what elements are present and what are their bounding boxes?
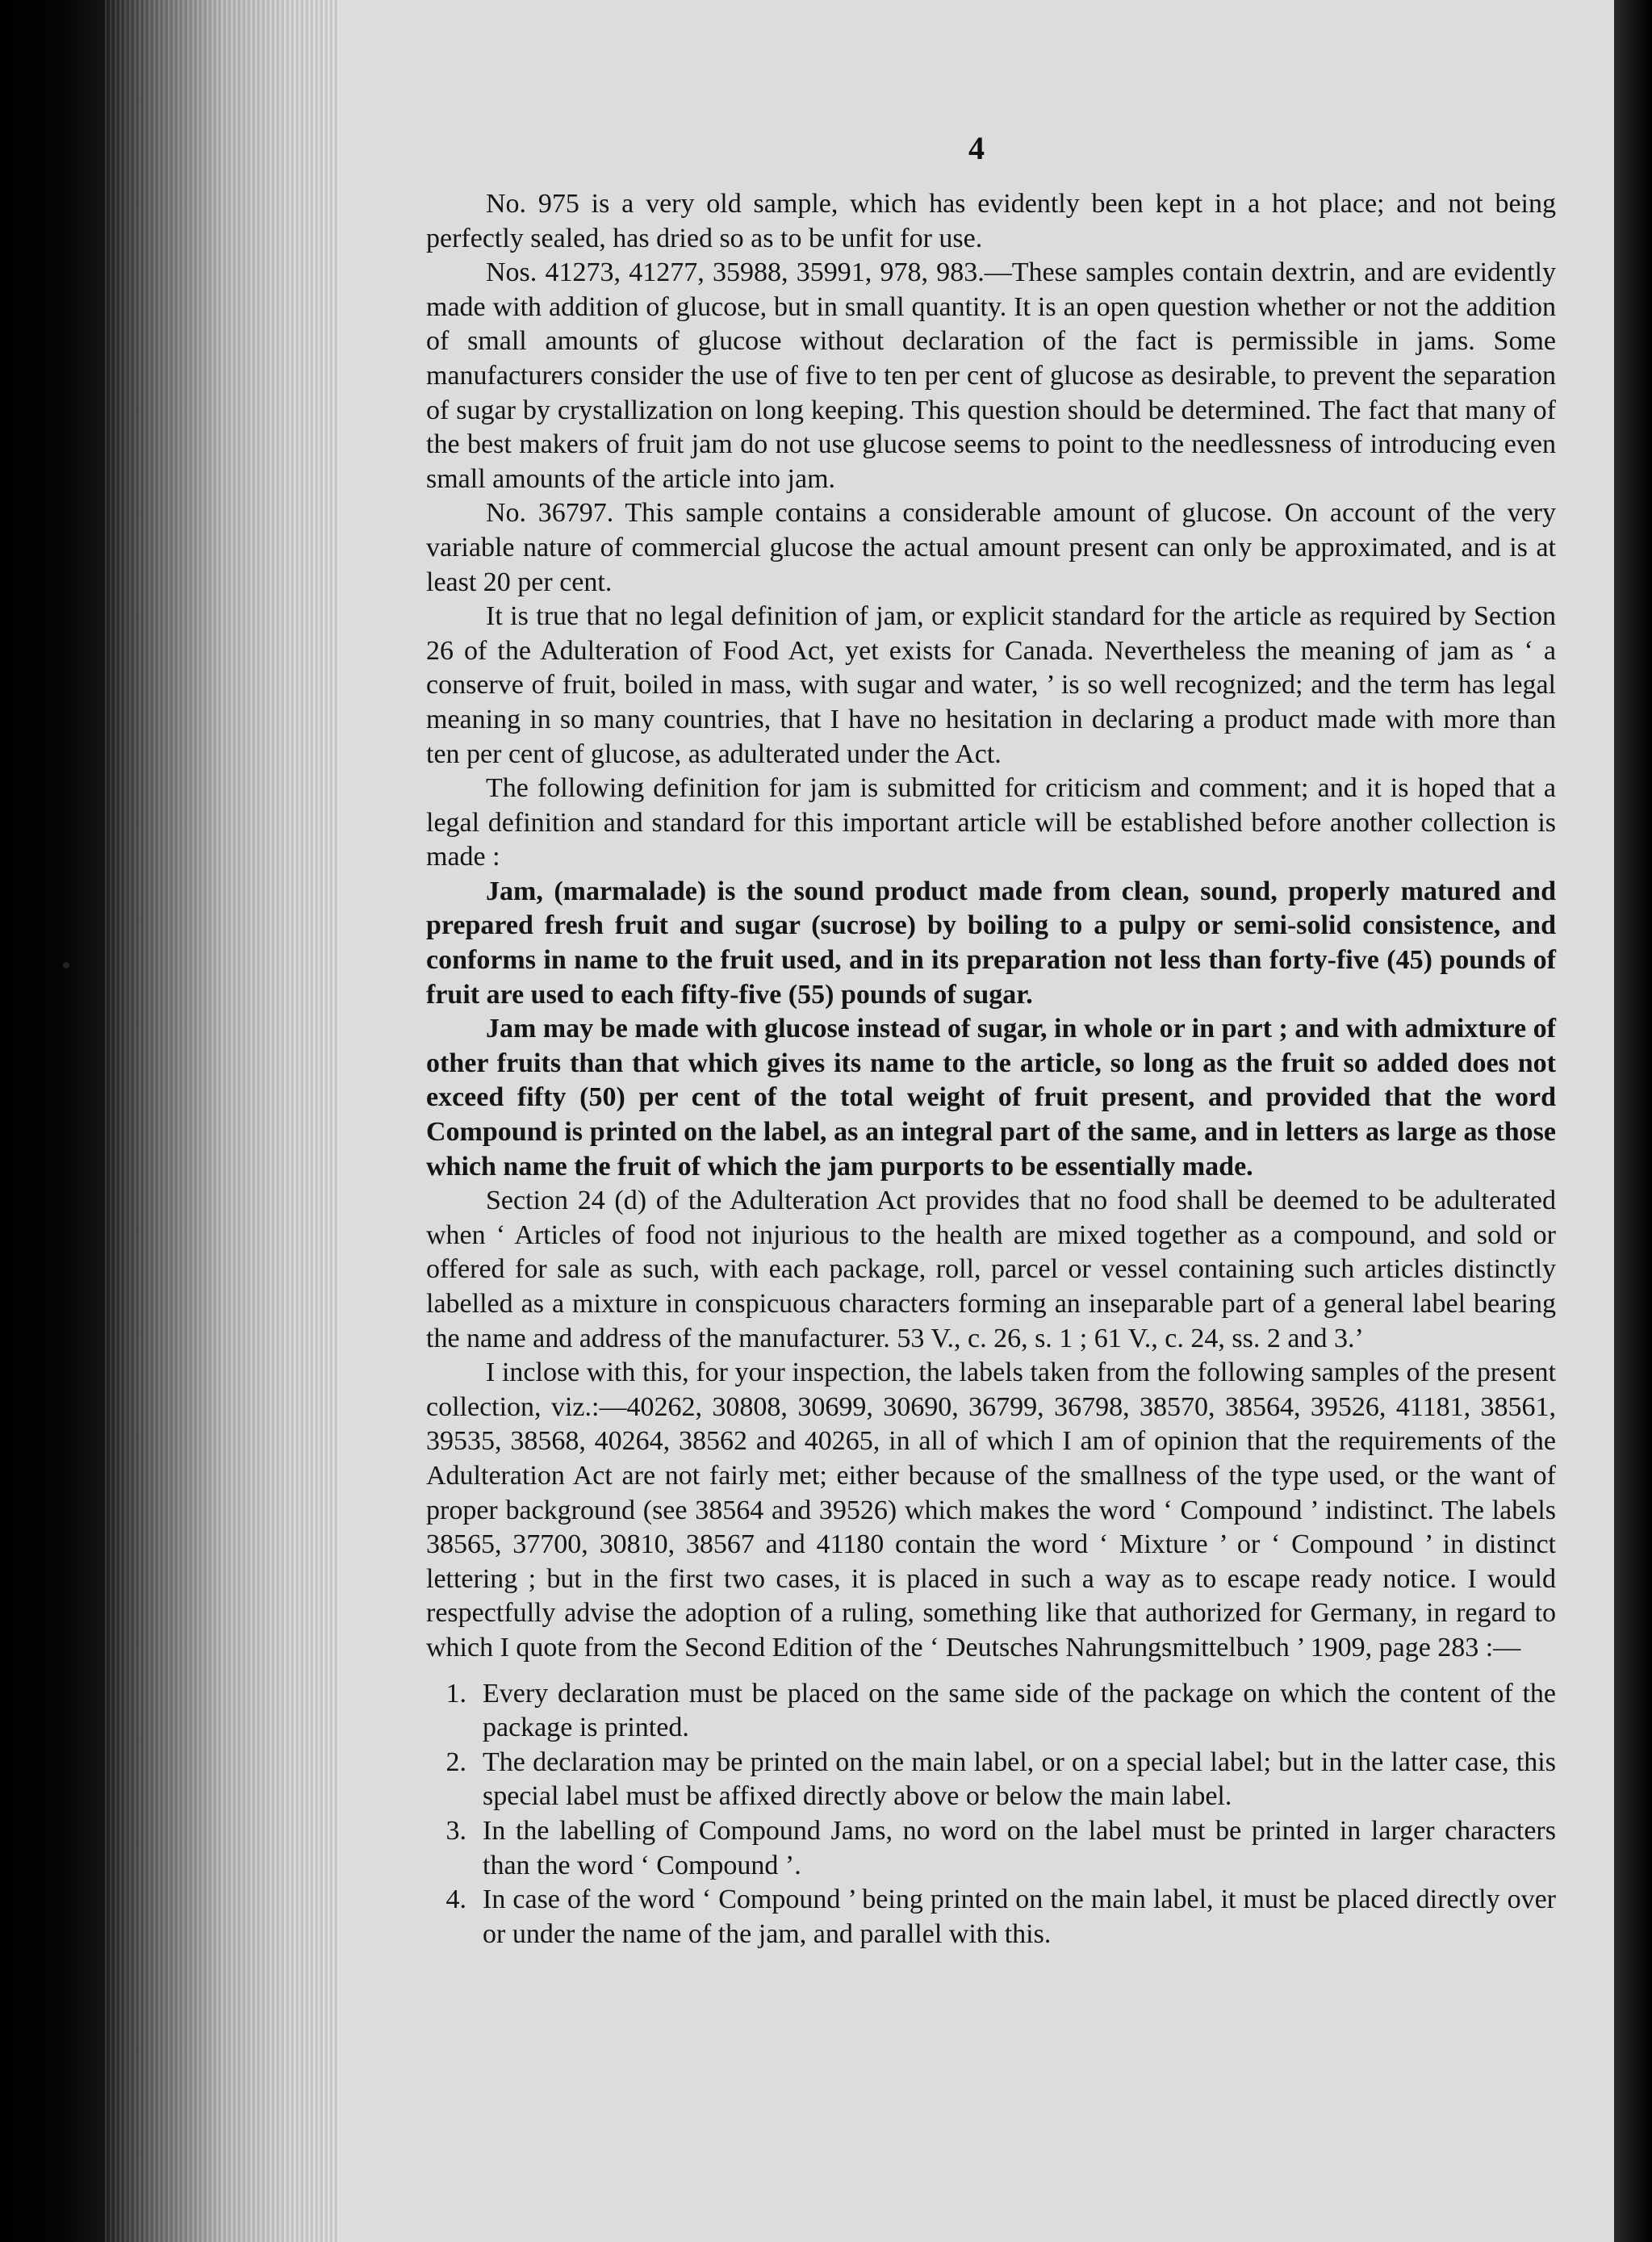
list-number: 1. [445, 1678, 466, 1709]
margin-mark [63, 962, 69, 968]
numbered-list [426, 1677, 1556, 1952]
paragraph: I inclose with this, for your inspection, the labels taken from the following samples of the present collection, viz.:—40262, 30808, 30699, 30690, 36799, 36798, 38570, 38564, 39526, 41181, 38561, 39535, 38568, 40264, 38562 and 40265, in all of which I am of opinion that the requirements of the Adulteration Act are not fairly met; either because of the smallness of the type used, or the want of proper background (see 38564 and 39526) which makes the word ‘ Compound ’ indistinct. The labels 38565, 37700, 30810, 38567 and 41180 contain the word ‘ Mixture ’ or ‘ Compound ’ in distinct lettering ; but in the first two cases, it is placed in such a way as to escape ready notice. I would respectfully advise the adoption of a ruling, something like that authorized for Germany, in regard to which I quote from the Second Edition of the ‘ Deutsches Nahrungsmittelbuch ’ 1909, page 283 :— [426, 1357, 1556, 1663]
definition-paragraph: Jam may be made with glucose instead of sugar, in whole or in part ; and with admixture of other fruits than that which gives its name to the article, so long as the fruit so added does not exceed fifty (50) per cent of the total weight of fruit present, and provided that the word Compound is printed on the label, as an integral part of the same, and in letters as large as those which name the fruit of which the jam purports to be essentially made. [426, 1014, 1556, 1182]
definition-paragraph: Jam, (marmalade) is the sound product made from clean, sound, properly matured and prepared fresh fruit and sugar (sucrose) by boiling to a pulpy or semi-solid consistence, and conforms in name to the fruit used, and in its preparation not less than forty-five (45) pounds of fruit are used to each fifty-five (55) pounds of sugar. [426, 876, 1556, 1010]
document-page [339, 0, 1614, 2242]
paragraph: Nos. 41273, 41277, 35988, 35991, 978, 983.—These samples contain dextrin, and are evidently made with addition of glucose, but in small quantity. It is an open question whether or not the addition of small amounts of glucose without declaration of the fact is permissible in jams. Some manufacturers consider the use of five to ten per cent of glucose as desirable, to prevent the separation of sugar by crystallization on long keeping. This question should be determined. The fact that many of the best makers of fruit jam do not use glucose seems to point to the needlessness of introducing even small amounts of the article into jam. [426, 257, 1556, 494]
list-item [426, 1677, 1556, 1746]
paragraph: No. 36797. This sample contains a considerable amount of glucose. On account of the very variable nature of commercial glucose the actual amount present can only be approximated, and is at least 20 per cent. [426, 498, 1556, 597]
list-text: The declaration may be printed on the main label, or on a special label; but in the latter case, this special label must be affixed directly above or below the main label. [483, 1746, 1556, 1812]
list-text: In case of the word ‘ Compound ’ being printed on the main label, it must be placed directly over or under the name of the jam, and parallel with this. [483, 1884, 1556, 1949]
list-item [426, 1746, 1556, 1814]
book-gutter [105, 0, 339, 2242]
list-number: 3. [445, 1815, 466, 1846]
scan-left-margin [0, 0, 105, 2242]
list-item [426, 1814, 1556, 1883]
paragraph: The following definition for jam is submitted for criticism and comment; and it is hoped that a legal definition and standard for this important article will be established before another collection is made : [426, 773, 1556, 872]
body-text [426, 187, 1556, 1951]
list-number: 4. [445, 1884, 466, 1915]
paragraph: Section 24 (d) of the Adulteration Act provides that no food shall be deemed to be adulterated when ‘ Articles of food not injurious to the health are mixed together as a compound, and sold or offered for sale as such, with each package, roll, parcel or vessel containing such articles distinctly labelled as a mixture in conspicuous characters forming an inseparable part of a general label bearing the name and address of the manufacturer. 53 V., c. 26, s. 1 ; 61 V., c. 24, ss. 2 and 3.’ [426, 1186, 1556, 1353]
scan-right-margin [1614, 0, 1652, 2242]
list-text: In the labelling of Compound Jams, no word on the label must be printed in larger characters than the word ‘ Compound ’. [483, 1815, 1556, 1880]
paragraph: No. 975 is a very old sample, which has evidently been kept in a hot place; and not being perfectly sealed, has dried so as to be unfit for use. [426, 189, 1556, 253]
list-number: 2. [445, 1746, 466, 1777]
list-item [426, 1883, 1556, 1951]
list-text: Every declaration must be placed on the same side of the package on which the content of the package is printed. [483, 1678, 1556, 1743]
page-number: 4 [968, 130, 985, 166]
paragraph: It is true that no legal definition of jam, or explicit standard for the article as required by Section 26 of the Adulteration of Food Act, yet exists for Canada. Nevertheless the meaning of jam as ‘ a conserve of fruit, boiled in mass, with sugar and water, ’ is so well recognized; and the term has legal meaning in so many countries, that I have no hesitation in declaring a product made with more than ten per cent of glucose, as adulterated under the Act. [426, 601, 1556, 769]
